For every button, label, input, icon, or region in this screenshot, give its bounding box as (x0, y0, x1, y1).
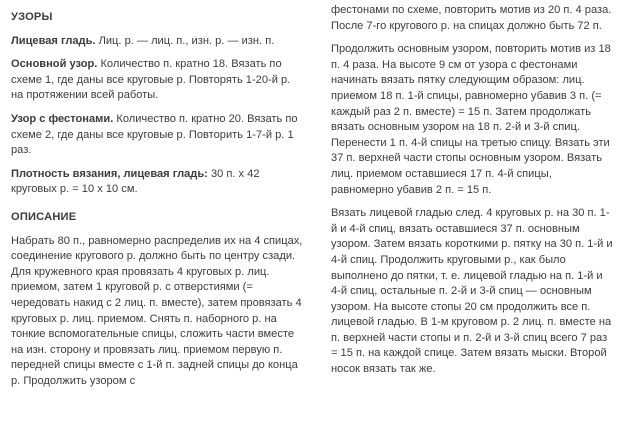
text-gauge: 30 п. х 42 круговых р. = 10 х 10 см. (11, 167, 260, 196)
paragraph-gauge (11, 167, 303, 198)
paragraph-stockinette (11, 34, 303, 50)
term-main-pattern: Основной узор. (11, 58, 98, 71)
paragraph-description-start: Набрать 80 п., равномерно распределив их на 4 спицах, соединение кругового р. должно быть по центру сзади. Для кружевного края провязать 4 круговых р. лиц. приемом, затем 1 круговой р. с отверстиями (= чередовать накид с 2 лиц. п. вместе), затем провязать 4 круговых р. лиц. приемом. Снять п. наборного р. на тонкие вспомогательные спицы, сложить части вместе на изн. сторону и провязать лиц. приемом первую п. передней спицы вместе с 1-й п. задней спицы до конца р. Продолжить узором с (11, 234, 303, 387)
paragraph-foot-toe: Вязать лицевой гладью след. 4 круговых р. на 30 п. 1-й и 4-й спиц, вязать оставшиеся 37 п. основным узором. Затем вязать короткими р. пятку на 30 п. 1-й и 4-й спиц. Продолжить круговыми р., как было выполнено до пятки, т. е. лицевой гладью на п. 1-й и 4-й спиц, остальные п. 2-й и 3-й спиц — основным узором. На высоте стопы 20 см продолжить все п. лицевой гладью. В 1-м круговом р. 2 лиц. п. вместе на п. верхней части стопы и п. 2-й и 3-й спиц всего 7 раз = 15 п. на каждой спице. Затем вязать мыски. Второй носок вязать так же. (331, 207, 613, 376)
term-scallop-pattern: Узор с фестонами. (11, 112, 114, 125)
paragraph-main-pattern (11, 57, 303, 104)
paragraph-heel: Продолжить основным узором, повторить мотив из 18 п. 4 раза. На высоте 9 см от узора с фестонами начинать вязать пятку следующим образом: лиц. приемом 18 п. 1-й спицы, равномерно убавив 3 п. (= каждый раз 2 п. вместе) = 15 п. Затем продолжать вязать основным узором на 18 п. 2-й и 3-й спиц. Перенести 1 п. 4-й спицы на третью спицу. Вязать эти 37 п. верхней части стопы основным узором. Вязать лиц. приемом оставшиеся 17 п. 4-й спицы, равномерно убавив 2 п. = 15 п. (331, 43, 611, 196)
text-stockinette: Лиц. р. — лиц. п., изн. р. — изн. п. (95, 34, 275, 47)
text-main-pattern: Количество п. кратно 18. Вязать по схеме 1, где даны все круговые р. Повторять 1-20-й р. на протяжении всей работы. (11, 58, 291, 102)
paragraph-scallop-pattern (11, 112, 303, 159)
section-heading-patterns: УЗОРЫ (11, 11, 53, 23)
section-heading-description: ОПИСАНИЕ (11, 210, 77, 223)
left-column (11, 0, 303, 397)
right-column (331, 0, 613, 386)
term-stockinette: Лицевая гладь. (11, 34, 96, 47)
term-gauge: Плотность вязания, лицевая гладь: (11, 167, 208, 180)
text-scallop-pattern: Количество п. кратно 20. Вязать по схеме 2, где даны все круговые р. Повторить 1-7-й р. 1 раз. (11, 112, 298, 157)
paragraph-scallop-continue: фестонами по схеме, повторить мотив из 20 п. 4 раза. После 7-го кругового р. на спицах должно быть 72 п. (331, 4, 612, 32)
